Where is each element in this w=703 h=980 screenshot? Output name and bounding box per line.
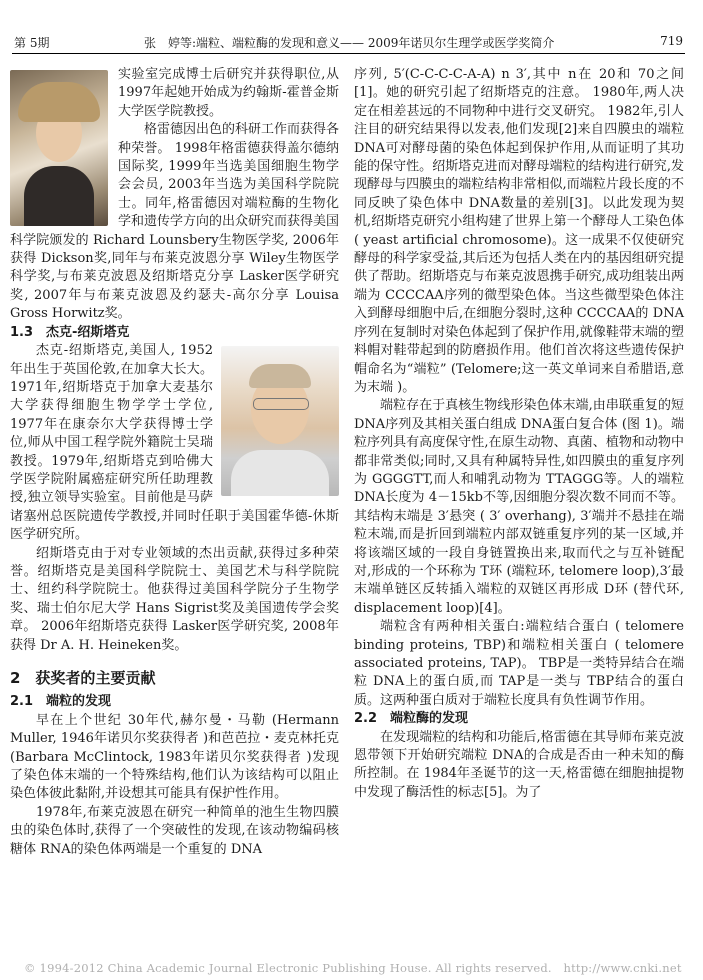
section-heading: 2.1 端粒的发现 — [10, 694, 112, 710]
paragraph: 早在上个世纪 30年代,赫尔曼・马勒 (Hermann Muller, 1946年诺贝尔奖获得者 )和芭芭拉・麦克林托克 (Barbara McClintock, 1983年诺贝尔奖获得者 )发现了染色体末端的一个特殊结构,他们认为该结构可以阻止染色体彼此黏附,并设想其可能具有保护性作用。 — [10, 712, 339, 802]
paragraph: 在发现端粒的结构和功能后,格雷德在其导师布莱克波恩带领下开始研究端粒 DNA的合成是否由一种未知的酶所控制。在 1984年圣诞节的这一天,格雷德在细胞抽提物中发现了酶活性的标志[5]。为了 — [354, 729, 684, 800]
paragraph: 杰克-绍斯塔克,美国人, 1952年出生于英国伦敦,在加拿大长大。1971年,绍斯塔克于加拿大麦基尔大学获得细胞生物学学士学位, 1977年在康奈尔大学获得博士学位,师从中国工程学院外籍院士吴瑞教授。1979年,绍斯塔克到哈佛大学医学院附属癌症研究所任助理教授,独立领导实验室。目前他是马萨诸塞州总医院遗传学教授,并同时任职于美国霍华德-休斯医学研究所。 — [10, 343, 339, 543]
portrait-szostak — [221, 346, 339, 496]
section-heading: 2.2 端粒酶的发现 — [354, 711, 469, 727]
paragraph: 实验室完成博士后研究并获得职位,从 1997年起她开始成为约翰斯-霍普金斯大学医学院教授。 — [118, 67, 339, 119]
page-number: 719 — [660, 34, 683, 48]
right-column — [354, 66, 684, 802]
left-column — [10, 66, 339, 859]
copyright-footer: © 1994-2012 China Academic Journal Electronic Publishing House. All rights reserved. http://www.cnki.net — [24, 961, 682, 975]
running-title: 张 婷等:端粒、端粒酶的发现和意义—— 2009年诺贝尔生理学或医学奖简介 — [144, 36, 555, 50]
journal-issue: 第 5期 — [14, 36, 50, 50]
paragraph: 序列, 5′(C-C-C-C-A-A) n 3′,其中 n在 20和 70之间[1]。她的研究引起了绍斯塔克的注意。 1980年,两人决定在相差甚远的不同物种中进行交叉研究。 1982年,引人注目的研究结果得以发表,他们发现[2]来自四膜虫的端粒 DNA可对酵母菌的染色体起到保护作用,从而证明了其功能的保守性。绍斯塔克进而对酵母端粒的结构进行研究,发现酵母与四膜虫的端粒结构非常相似,而端粒片段长度的不同反映了染色体中 DNA数量的差别[3]。以此发现为契机,绍斯塔克研究小组构建了世界上第一个酵母人工染色体 ( yeast artificial chromosome)。这一成果不仅使研究酵母的科学家受益,其后还为包括人类在内的基因组研究提供了帮助。绍斯塔克与布莱克波恩携手研究,成功组装出两端为 CCCCAA序列的微型染色体。当这些微型染色体注入到酵母细胞中后,在细胞分裂时,这种 CCCCAA的 DNA序列在复制时对染色体起到了保护作用,就像鞋带末端的塑料帽对鞋带起到的防磨损作用。他们首次将这些遗传保护帽命名为“端粒” (Telomere;这一英文单词来自希腊语,意为末端 )。 — [354, 67, 684, 395]
section-heading: 2 获奖者的主要贡献 — [10, 669, 156, 687]
paragraph: 绍斯塔克由于对专业领域的杰出贡献,获得过多种荣誉。绍斯塔克是美国科学院院士、美国艺术与科学院院士、纽约科学院院士。他获得过美国科学院分子生物学奖、瑞士伯尔尼大学 Hans Sigrist奖及美国遗传学会奖章。 2006年绍斯塔克获得 Lasker医学研究奖, 2008年获得 Dr A. H. Heineken奖。 — [10, 545, 339, 653]
paragraph: 1978年,布莱克波恩在研究一种简单的池生生物四膜虫的染色体时,获得了一个突破性的发现,在该动物编码核糖体 RNA的染色体两端是一个重复的 DNA — [10, 804, 339, 857]
paragraph: 端粒含有两种相关蛋白:端粒结合蛋白 ( telomere binding proteins, TBP)和端粒相关蛋白 ( telomere associated proteins, TAP)。 TBP是一类特异结合在端粒 DNA上的蛋白质,而 TAP是一类与 TBP结合的蛋白质。这两种蛋白质对于端粒长度具有负性调节作用。 — [354, 619, 684, 708]
paragraph: 端粒存在于真核生物线形染色体末端,由串联重复的短 DNA序列及其相关蛋白组成 DNA蛋白复合体 (图 1)。端粒序列具有高度保守性,在原生动物、真菌、植物和动物中都非常类似;同时,又具有种属特异性,如四膜虫的重复序列为 GGGGTT,而人和哺乳动物为 TTAGGG等。人的端粒 DNA长度为 4－15kb不等,因细胞分裂次数不同而不等。其结构末端是 3′悬突 ( 3′ overhang), 3′端并不悬挂在端粒末端,而是折回到端粒内部双链重复序列的某一区域,并将该端区域的一段自身链置换出来,取而代之与互补链配对,形成的一个环称为 T环 (端粒环, telomere loop),3′最末端单链区反转插入端粒的双链区再形成 D环 (替代环, displacement loop)[4]。 — [354, 398, 684, 616]
paragraph: 格雷德因出色的科研工作而获得各种荣誉。 1998年格雷德获得盖尔德纳国际奖, 1999年当选美国细胞生物学会会员, 2003年当选为美国科学院院士。同年,格雷德因对端粒酶的生物化学和遗传学方向的出众研究而获得美国科学院颁发的 Richard Lounsbery生物医学奖, 2006年获得 Dickson奖,同年与布莱克波恩分享 Wiley生物医学科学奖,与布莱克波恩及绍斯塔克分享 Lasker医学研究奖, 2007年与布莱克波恩及约瑟夫-高尔分享 Louisa Gross Horwitz奖。 — [10, 122, 340, 322]
portrait-greider — [10, 70, 108, 226]
header-rule — [12, 53, 685, 54]
section-heading: 1.3 杰克-绍斯塔克 — [10, 324, 130, 340]
